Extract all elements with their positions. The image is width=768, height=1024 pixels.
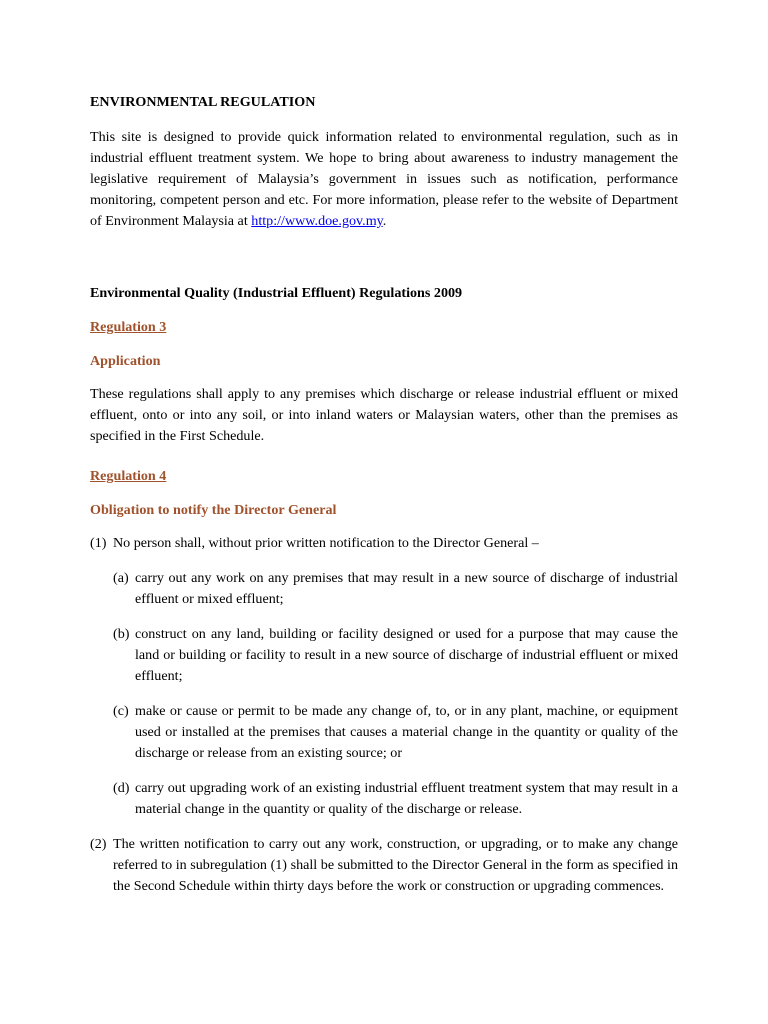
subitem-a	[113, 568, 678, 610]
subitem-marker: (b)	[113, 626, 130, 642]
subitem-c	[113, 701, 678, 764]
intro-text: This site is designed to provide quick information related to environmental regulation, such as in industrial effluent treatment system. We hope to bring about awareness to industry management the legislative requirement of Malaysia’s government in issues such as notification, performance monitoring, competent person and etc. For more information, please refer to the website of Department of Environment Malaysia at	[90, 129, 678, 229]
regulations-title: Environmental Quality (Industrial Effluent) Regulations 2009	[90, 285, 463, 301]
intro-text-end: .	[382, 213, 387, 229]
regulation-4-subitems	[113, 568, 678, 820]
regulation-4-item-2	[90, 834, 678, 897]
regulation-4-heading: Obligation to notify the Director General	[90, 502, 337, 518]
subitem-text: carry out upgrading work of an existing industrial effluent treatment system that may result in a material change in the quantity or quality of the discharge or release.	[135, 780, 678, 817]
regulation-4-item-1	[90, 533, 678, 554]
intro-paragraph	[90, 127, 678, 232]
subitem-marker: (c)	[113, 703, 129, 719]
subitem-text: carry out any work on any premises that may result in a new source of discharge of industrial effluent or mixed effluent;	[135, 570, 678, 607]
item-marker: (2)	[90, 836, 107, 852]
subitem-text: make or cause or permit to be made any change of, to, or in any plant, machine, or equipment used or installed at the premises that causes a material change in the quantity or quality of the discharge or release from an existing source; or	[135, 703, 678, 761]
subitem-marker: (a)	[113, 570, 129, 586]
doe-website-link[interactable]: http://www.doe.gov.my	[251, 213, 383, 229]
subitem-d	[113, 778, 678, 820]
subitem-b	[113, 624, 678, 687]
regulation-4-number: Regulation 4	[90, 468, 167, 484]
item-text: No person shall, without prior written notification to the Director General –	[113, 535, 539, 551]
subitem-text: construct on any land, building or facility designed or used for a purpose that may cause the land or building or facility to result in a new source of discharge of industrial effluent or mixed effluent;	[135, 626, 678, 684]
regulation-3-body: These regulations shall apply to any premises which discharge or release industrial effluent or mixed effluent, onto or into any soil, or into inland waters or Malaysian waters, other than the premises as specified in the First Schedule.	[90, 386, 678, 444]
item-text: The written notification to carry out any work, construction, or upgrading, or to make any change referred to in subregulation (1) shall be submitted to the Director General in the form as specified in the Second Schedule within thirty days before the work or construction or upgrading commences.	[113, 836, 678, 894]
regulation-3-heading: Application	[90, 353, 161, 369]
subitem-marker: (d)	[113, 780, 130, 796]
item-marker: (1)	[90, 535, 107, 551]
regulation-3-number: Regulation 3	[90, 319, 167, 335]
document-title: ENVIRONMENTAL REGULATION	[90, 94, 316, 110]
